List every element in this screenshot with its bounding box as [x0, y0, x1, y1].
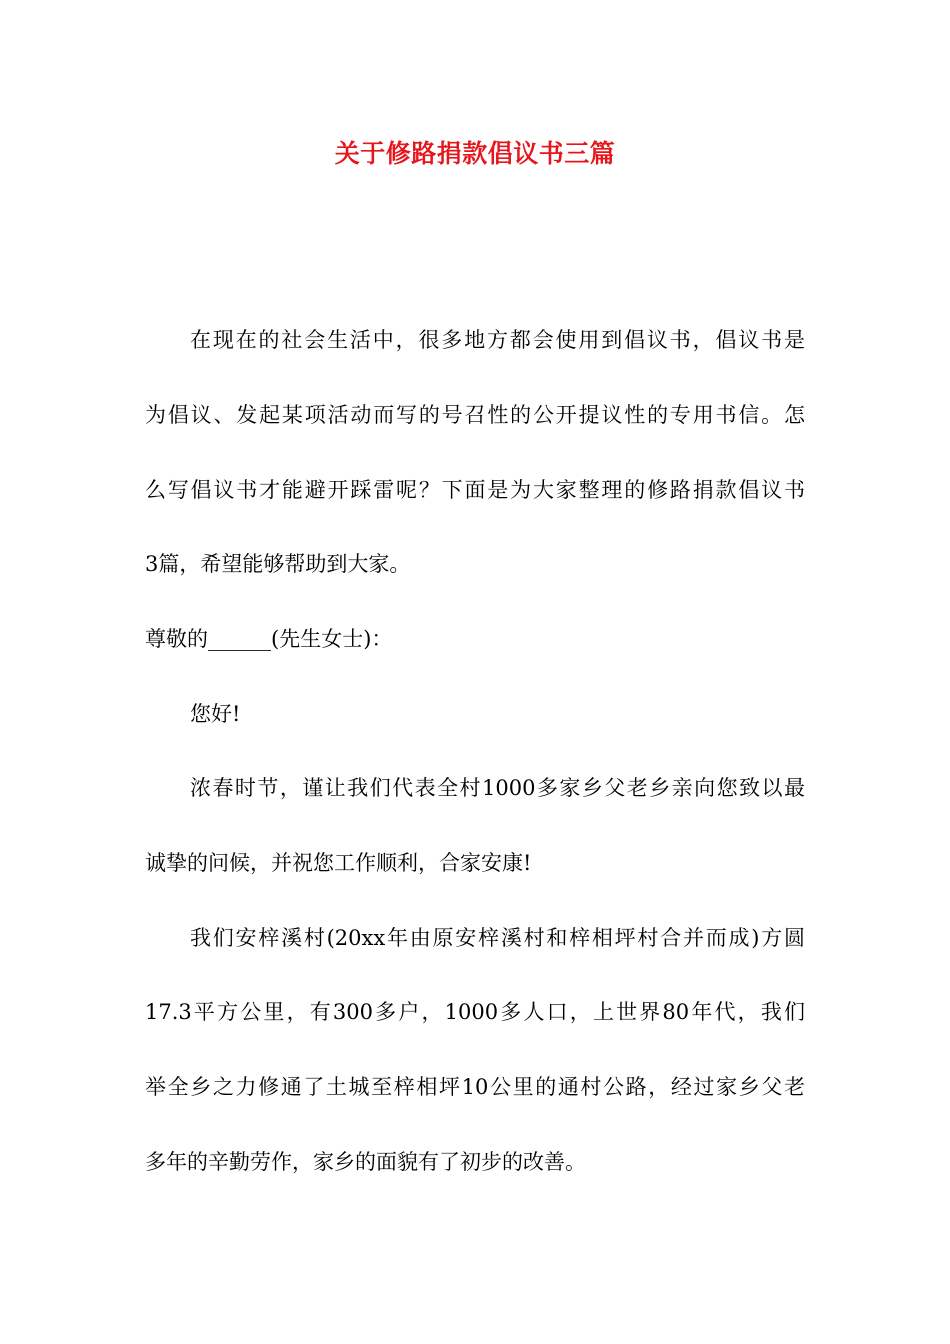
greeting: 您好! — [190, 702, 241, 726]
intro-line-3: 么写倡议书才能避开踩雷呢？下面是为大家整理的修路捐款倡议书 — [145, 478, 805, 502]
paragraph-1-line-2: 诚挚的问候，并祝您工作顺利，合家安康! — [145, 851, 532, 875]
salutation: 尊敬的______(先生女士)： — [145, 627, 393, 651]
intro-line-1: 在现在的社会生活中，很多地方都会使用到倡议书，倡议书是 — [190, 328, 805, 352]
intro-line-2: 为倡议、发起某项活动而写的号召性的公开提议性的专用书信。怎 — [145, 403, 805, 427]
paragraph-2-line-3: 举全乡之力修通了土城至梓相坪10公里的通村公路，经过家乡父老 — [145, 1075, 805, 1099]
paragraph-2-line-2: 17.3平方公里，有300多户，1000多人口，上世界80年代，我们 — [145, 1000, 805, 1024]
intro-line-4: 3篇，希望能够帮助到大家。 — [145, 552, 411, 576]
document-title: 关于修路捐款倡议书三篇 — [334, 139, 616, 168]
paragraph-1-line-1: 浓春时节，谨让我们代表全村1000多家乡父老乡亲向您致以最 — [190, 776, 805, 800]
paragraph-2-line-4: 多年的辛勤劳作，家乡的面貌有了初步的改善。 — [145, 1150, 586, 1174]
paragraph-2-line-1: 我们安梓溪村(20xx年由原安梓溪村和梓相坪村合并而成)方圆 — [190, 926, 805, 950]
